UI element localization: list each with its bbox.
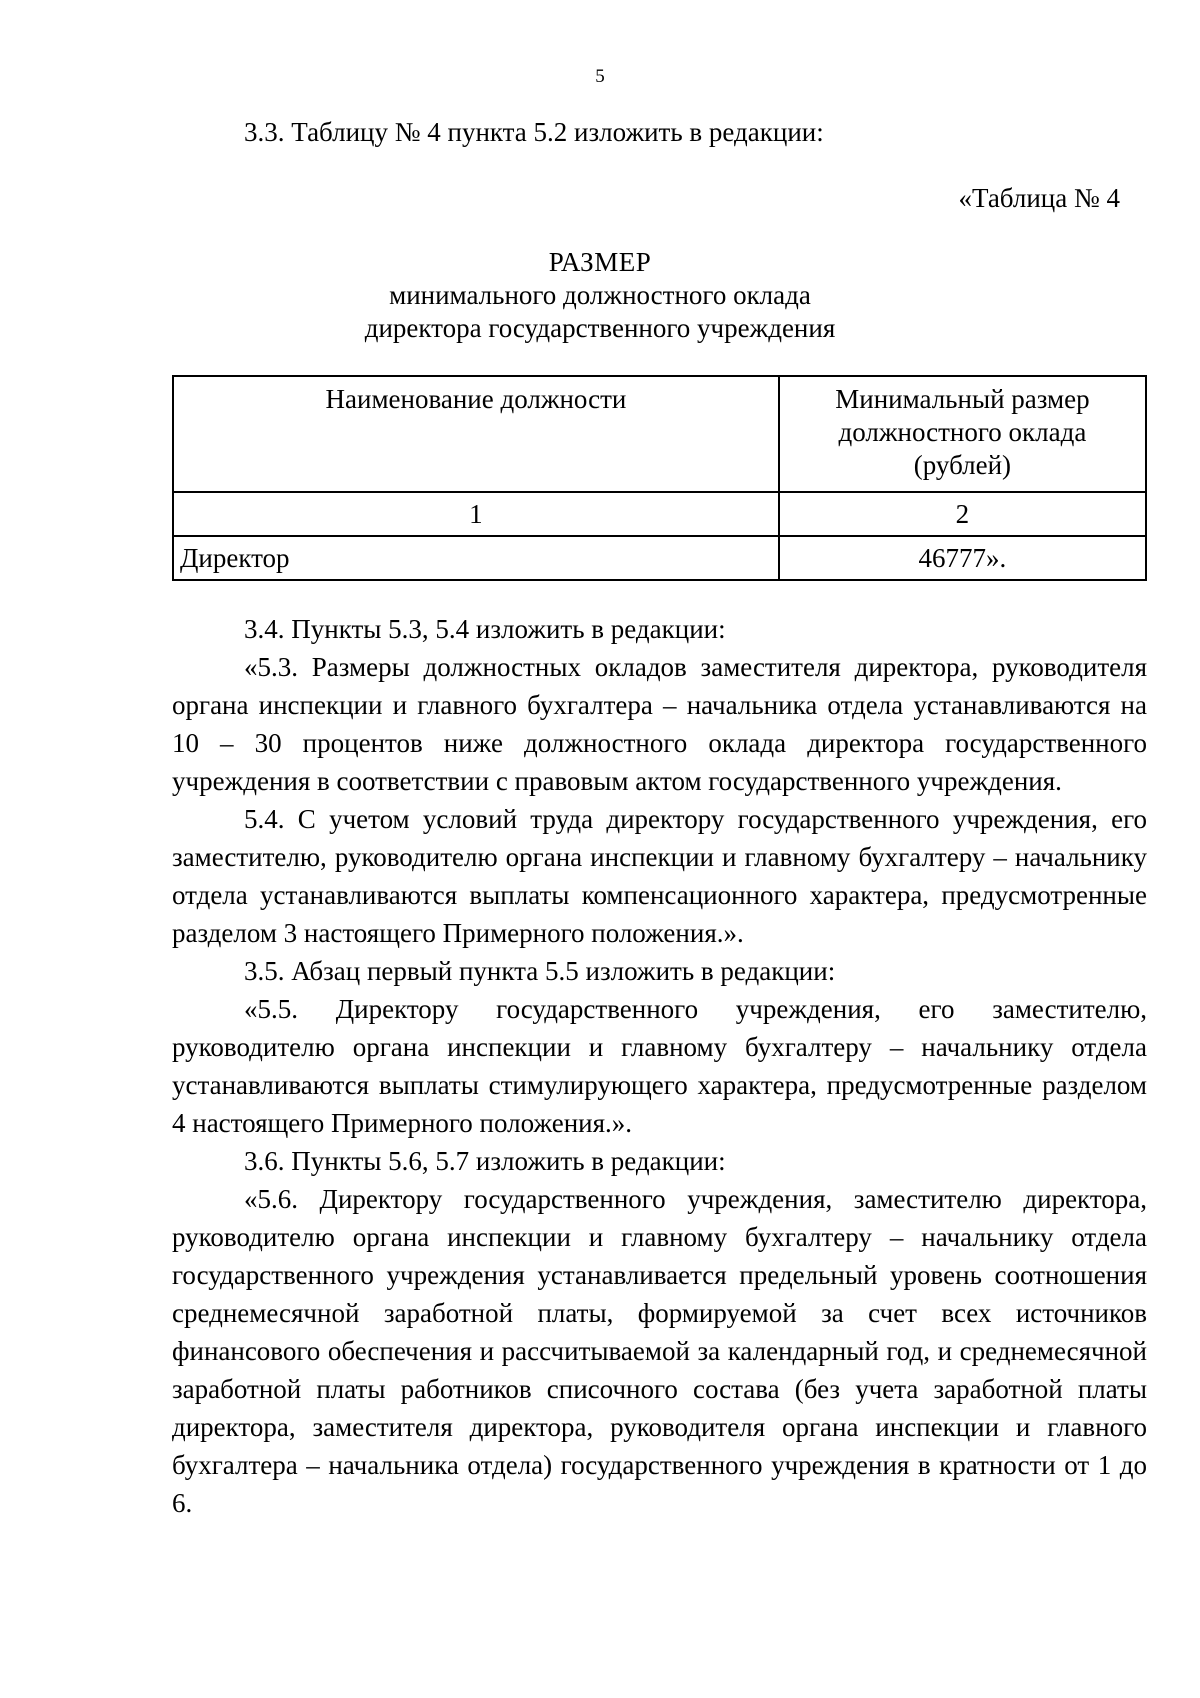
paragraph-3-5: 3.5. Абзац первый пункта 5.5 изложить в редакции: — [244, 956, 836, 986]
body-text — [172, 610, 1147, 1522]
column-number-2: 2 — [779, 492, 1146, 536]
header-position: Наименование должности — [173, 376, 779, 492]
paragraph-5-4: 5.4. С учетом условий труда директору государственного учреждения, его заместителю, руководителю органа инспекции и главному бухгалтеру – начальнику отдела устанавливаются выплаты компенсационного характера, предусмотренные разделом 3 настоящего Примерного положения.». — [172, 804, 1147, 948]
table-title — [0, 246, 1200, 345]
header-salary-line-3: (рублей) — [913, 450, 1012, 480]
position-cell: Директор — [173, 536, 779, 580]
salary-table — [172, 375, 1147, 581]
paragraph-5-6: «5.6. Директору государственного учреждения, заместителю директора, руководителю органа инспекции и главному бухгалтеру – начальнику отдела государственного учреждения устанавливается предельный уровень соотношения среднемесячной заработной платы, формируемой за счет всех источников финансового обеспечения и рассчитываемой за календарный год, и среднемесячной заработной платы работников списочного состава (без учета заработной платы директора, заместителя директора, руководителя органа инспекции и главного бухгалтера – начальника отдела) государственного учреждения в кратности от 1 до 6. — [172, 1184, 1147, 1518]
title-main: РАЗМЕР — [548, 247, 652, 277]
intro-line: 3.3. Таблицу № 4 пункта 5.2 изложить в редакции: — [244, 117, 824, 147]
paragraph-3-4: 3.4. Пункты 5.3, 5.4 изложить в редакции: — [244, 614, 726, 644]
table-label: «Таблица № 4 — [958, 183, 1120, 213]
title-line-3: директора государственного учреждения — [364, 313, 836, 343]
paragraph-3-6: 3.6. Пункты 5.6, 5.7 изложить в редакции: — [244, 1146, 726, 1176]
title-line-2: минимального должностного оклада — [389, 280, 811, 310]
table-header-row — [173, 376, 1146, 492]
table-row — [173, 536, 1146, 580]
page-number: 5 — [595, 66, 605, 87]
column-number-1: 1 — [173, 492, 779, 536]
salary-cell: 46777». — [779, 536, 1146, 580]
header-salary-line-1: Минимальный размер — [835, 384, 1090, 414]
paragraph-5-3: «5.3. Размеры должностных окладов заместителя директора, руководителя органа инспекции и главного бухгалтера – начальника отдела устанавливаются на 10 – 30 процентов ниже должностного оклада директора государственного учреждения в соответствии с правовым актом государственного учреждения. — [172, 652, 1147, 796]
table-number-row — [173, 492, 1146, 536]
paragraph-5-5: «5.5. Директору государственного учреждения, его заместителю, руководителю органа инспекции и главному бухгалтеру – начальнику отдела устанавливаются выплаты стимулирующего характера, предусмотренные разделом 4 настоящего Примерного положения.». — [172, 994, 1147, 1138]
header-salary-line-2: должностного оклада — [838, 417, 1087, 447]
header-salary — [779, 376, 1146, 492]
